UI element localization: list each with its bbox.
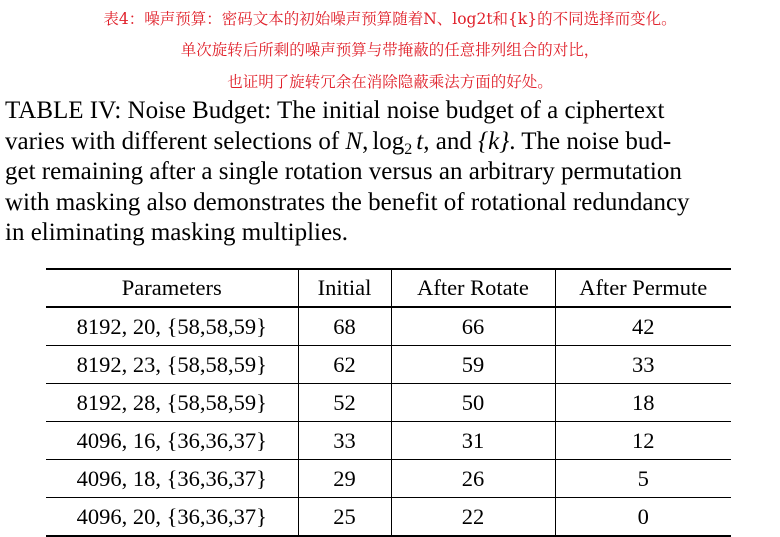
- table-caption: [5, 96, 775, 249]
- caption-math-k: {k}: [478, 127, 510, 155]
- cell-after-permute: 42: [555, 307, 731, 346]
- caption-line-1: TABLE IV: Noise Budget: The initial noise budget of a ciphertext: [5, 97, 665, 124]
- cell-after-rotate: 50: [391, 384, 555, 422]
- cell-after-permute: 33: [555, 346, 731, 384]
- cell-after-rotate: 22: [391, 498, 555, 537]
- caption-line-4: with masking also demonstrates the benefit of rotational redundancy: [5, 188, 690, 216]
- header-parameters: Parameters: [46, 269, 298, 307]
- cell-after-permute: 12: [555, 422, 731, 460]
- cell-initial: 62: [298, 346, 391, 384]
- chinese-caption-line-2: 单次旋转后所剩的噪声预算与带掩蔽的任意排列组合的对比，: [180, 41, 600, 59]
- caption-math-log: log: [372, 127, 405, 155]
- header-after-permute: After Permute: [555, 269, 731, 307]
- cell-initial: 68: [298, 307, 391, 346]
- cell-after-permute: 0: [555, 498, 731, 537]
- cell-after-rotate: 26: [391, 460, 555, 498]
- caption-math-log-base: 2: [404, 140, 413, 158]
- cell-initial: 52: [298, 384, 391, 422]
- table-row: [46, 422, 731, 460]
- cell-parameters: 8192, 28, {58,58,59}: [46, 384, 298, 422]
- table-row: [46, 384, 731, 422]
- cell-parameters: 8192, 20, {58,58,59}: [46, 307, 298, 346]
- cell-after-rotate: 31: [391, 422, 555, 460]
- cell-parameters: 4096, 18, {36,36,37}: [46, 460, 298, 498]
- caption-comma: ,: [362, 127, 369, 155]
- chinese-caption-line-1: 表4：噪声预算：密码文本的初始噪声预算随着N、log2t和{k}的不同选择而变化。: [103, 10, 677, 28]
- cell-parameters: 4096, 20, {36,36,37}: [46, 498, 298, 537]
- caption-line-5: in eliminating masking multiplies.: [5, 219, 349, 246]
- table-row: [46, 498, 731, 537]
- noise-budget-table: [46, 268, 731, 537]
- caption-line-3: get remaining after a single rotation versus an arbitrary permutation: [5, 158, 682, 185]
- table-row: [46, 460, 731, 498]
- chinese-caption-line-3: 也证明了旋转冗余在消除隐蔽乘法方面的好处。: [227, 73, 553, 91]
- cell-initial: 29: [298, 460, 391, 498]
- cell-after-rotate: 59: [391, 346, 555, 384]
- table-row: [46, 307, 731, 346]
- header-after-rotate: After Rotate: [391, 269, 555, 307]
- header-initial: Initial: [298, 269, 391, 307]
- table-header-row: [46, 269, 731, 307]
- caption-text-and: , and: [423, 127, 479, 155]
- caption-text-end: . The noise bud-: [509, 127, 672, 155]
- cell-after-rotate: 66: [391, 307, 555, 346]
- cell-initial: 25: [298, 498, 391, 537]
- cell-parameters: 4096, 16, {36,36,37}: [46, 422, 298, 460]
- caption-math-t: t: [416, 127, 424, 155]
- cell-after-permute: 18: [555, 384, 731, 422]
- cell-after-permute: 5: [555, 460, 731, 498]
- cell-initial: 33: [298, 422, 391, 460]
- caption-math-n: N: [345, 127, 363, 155]
- caption-text: varies with different selections of: [5, 127, 346, 155]
- table-row: [46, 346, 731, 384]
- cell-parameters: 8192, 23, {58,58,59}: [46, 346, 298, 384]
- caption-line-2: [5, 127, 775, 158]
